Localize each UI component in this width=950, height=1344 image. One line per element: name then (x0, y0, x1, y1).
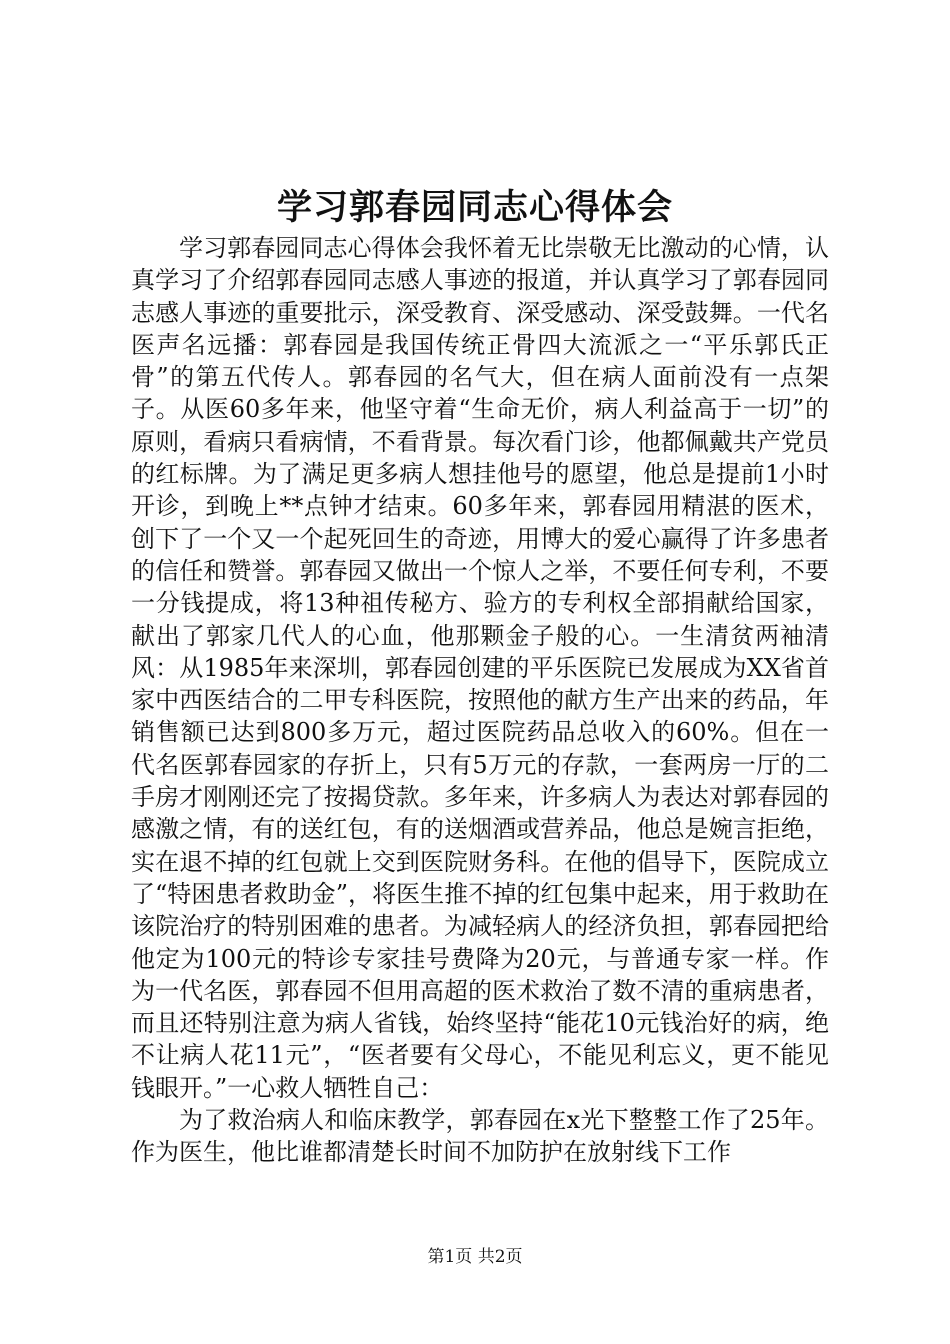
page-footer: 第1页 共2页 (427, 1247, 523, 1267)
page-title: 学习郭春园同志心得体会 (276, 187, 673, 228)
paragraph-2: 为了救治病人和临床教学，郭春园在x光下整整工作了25年。作为医生，他比谁都清楚长时间不加防护在放射线下工作 (131, 1106, 829, 1167)
paragraph-1: 学习郭春园同志心得体会我怀着无比崇敬无比激动的心情，认真学习了介绍郭春园同志感人事迹的报道，并认真学习了郭春园同志感人事迹的重要批示，深受教育、深受感动、深受鼓舞。一代名医声名远播：郭春园是我国传统正骨四大流派之一“平乐郭氏正骨”的第五代传人。郭春园的名气大，但在病人面前没有一点架子。从医60多年来，他坚守着“生命无价，病人利益高于一切”的原则，看病只看病情，不看背景。每次看门诊，他都佩戴共产党员的红标牌。为了满足更多病人想挂他号的愿望，他总是提前1小时开诊，到晚上**点钟才结束。60多年来，郭春园用精湛的医术，创下了一个又一个起死回生的奇迹，用博大的爱心赢得了许多患者的信任和赞誉。郭春园又做出一个惊人之举，不要任何专利，不要一分钱提成，将13种祖传秘方、验方的专利权全部捐献给国家，献出了郭家几代人的心血，他那颗金子般的心。一生清贫两袖清风：从1985年来深圳，郭春园创建的平乐医院已发展成为XX省首家中西医结合的二甲专科医院，按照他的献方生产出来的药品，年销售额已达到800多万元，超过医院药品总收入的60%。但在一代名医郭春园家的存折上，只有5万元的存款，一套两房一厅的二手房才刚刚还完了按揭贷款。多年来，许多病人为表达对郭春园的感激之情，有的送红包，有的送烟酒或营养品，他总是婉言拒绝，实在退不掉的红包就上交到医院财务科。在他的倡导下，医院成立了“特困患者救助金”，将医生推不掉的红包集中起来，用于救助在该院治疗的特别困难的患者。为减轻病人的经济负担，郭春园把给他定为100元的特诊专家挂号费降为20元，与普通专家一样。作为一代名医，郭春园不但用高超的医术救治了数不清的重病患者，而且还特别注意为病人省钱，始终坚持“能花10元钱治好的病，绝不让病人花11元”，“医者要有父母心，不能见利忘义，更不能见钱眼开。”一心救人牺牲自己： (131, 234, 829, 1102)
document-body (131, 232, 829, 1169)
